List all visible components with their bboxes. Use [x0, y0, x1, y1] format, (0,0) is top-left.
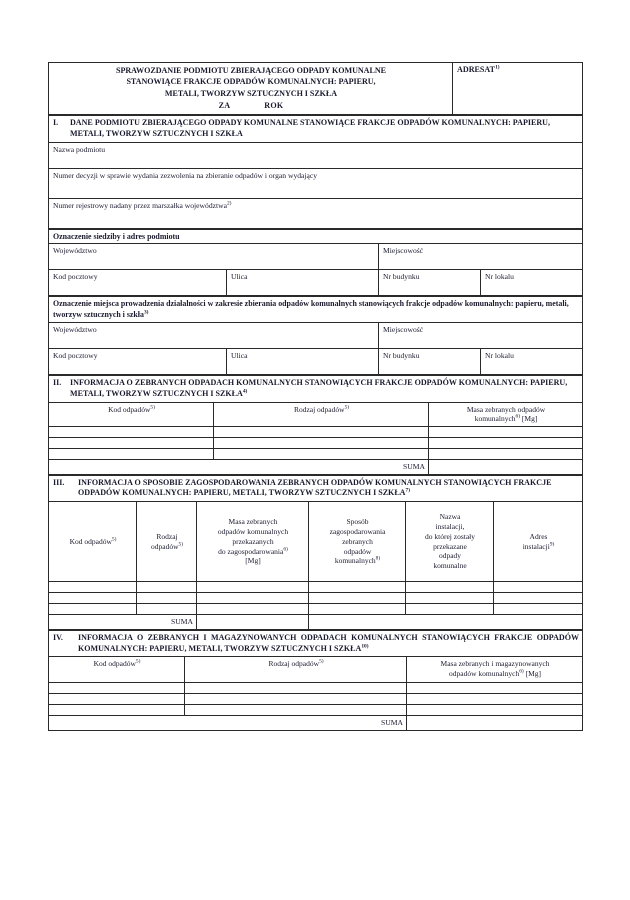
section-iii-col-type [137, 502, 197, 582]
section-iii-sum-row [49, 615, 583, 630]
activity-postcode-label: Kod pocztowy [53, 350, 98, 360]
section-ii-heading-text: INFORMACJA O ZEBRANYCH ODPADACH KOMUNALNYCH STANOWIĄCYCH FRAKCJE ODPADÓW KOMUNALNYCH: PAPIERU, METALI, TWORZYW SZTUCZNYCH I SZKŁA [70, 377, 568, 398]
section-iv-col-type-text: Rodzaj odpadów [268, 659, 320, 669]
title-row [49, 63, 583, 115]
section-iv-col-type-footnote: 5) [319, 658, 324, 665]
addressee-label: ADRESAT [457, 65, 496, 74]
section-iii-col-type-line2: odpadów [151, 541, 179, 551]
section-iii-col-method-line1: Sposób [346, 517, 369, 527]
section-i-table [48, 115, 583, 229]
activity-postcode-field[interactable] [49, 348, 227, 374]
section-ii-banner [49, 375, 583, 402]
section-ii-banner-row [49, 375, 583, 402]
section-iv-footnote-ref: 10) [361, 642, 369, 649]
section-iii-col-address-line1: Adres [529, 531, 548, 541]
za-label: ZA [218, 101, 231, 111]
table-row[interactable] [49, 427, 583, 438]
form-container [48, 62, 582, 731]
document-title [49, 63, 453, 115]
seat-apartment-label: Nr lokalu [485, 272, 514, 282]
seat-apartment-field[interactable] [481, 270, 583, 296]
activity-voivodeship-label: Województwo [53, 324, 97, 334]
section-ii-col-mass-unit: [Mg] [520, 414, 538, 424]
cell-installation[interactable] [406, 593, 494, 604]
cell-mass[interactable] [429, 438, 583, 449]
table-row[interactable] [49, 438, 583, 449]
section-i-banner-row [49, 115, 583, 142]
activity-street-label: Ulica [231, 350, 248, 360]
section-iii-col-install-line2: instalacji, [435, 522, 465, 532]
activity-apartment-label: Nr lokalu [485, 350, 514, 360]
section-iii-col-mass-line1: Masa zebranych [228, 517, 278, 527]
section-iii-col-mass-line4: do zagospodarowania [218, 546, 284, 556]
section-ii-heading [70, 378, 579, 400]
section-ii-col-type [214, 402, 429, 427]
cell-mass[interactable] [197, 582, 309, 593]
activity-voivodeship-field[interactable] [49, 322, 379, 348]
section-iii-col-install-line5: odpady [438, 551, 462, 561]
cell-method[interactable] [309, 593, 406, 604]
registry-number-label: Numer rejestrowy nadany przez marszałka województwa [53, 200, 227, 210]
cell-code[interactable] [49, 427, 214, 438]
section-ii-col-mass-footnote: 6) [515, 413, 521, 420]
section-iii-col-mass-line2: odpadów komunalnych [217, 527, 289, 537]
section-ii-numeral: II. [53, 377, 62, 387]
cell-code[interactable] [49, 593, 137, 604]
section-i-numeral: I. [53, 117, 59, 127]
cell-type[interactable] [214, 427, 429, 438]
cell-mass[interactable] [407, 705, 583, 716]
section-iii-col-type-footnote: 5) [178, 541, 183, 548]
cell-mass[interactable] [197, 593, 309, 604]
cell-mass[interactable] [429, 449, 583, 460]
addressee-footnote-ref: 1) [495, 64, 500, 71]
registry-footnote-ref: 2) [226, 199, 232, 206]
activity-heading-text: Oznaczenie miejsca prowadzenia działalności w zakresie zbierania odpadów komunalnych stanowiących frakcje odpadów komunalnych: papieru, metali, tworzyw sztucznych i szkła [53, 299, 569, 319]
section-iii-col-install-line4: przekazane [433, 541, 467, 551]
section-iv-sum-value[interactable] [407, 716, 583, 731]
title-line-2: STANOWIĄCE FRAKCJE ODPADÓW KOMUNALNYCH: PAPIERU, [126, 77, 376, 87]
cell-installation[interactable] [406, 604, 494, 615]
table-row[interactable] [49, 694, 583, 705]
cell-method[interactable] [309, 604, 406, 615]
section-ii-col-code-text: Kod odpadów [108, 404, 151, 414]
seat-postcode-field[interactable] [49, 270, 227, 296]
cell-type[interactable] [214, 449, 429, 460]
section-iv-banner-row [49, 630, 583, 657]
cell-type[interactable] [137, 593, 197, 604]
seat-address-heading: Oznaczenie siedziby i adres podmiotu [49, 229, 583, 244]
seat-address-table [48, 229, 583, 297]
cell-type[interactable] [214, 438, 429, 449]
activity-street-field[interactable] [227, 348, 379, 374]
entity-name-row [49, 142, 583, 168]
section-ii-col-mass [429, 402, 583, 427]
seat-heading-row [49, 229, 583, 244]
section-iii-heading-text: INFORMACJA O SPOSOBIE ZAGOSPODAROWANIA ZEBRANYCH ODPADÓW KOMUNALNYCH STANOWIĄCYCH FRAKCJE ODPADÓW KOMUNALNYCH: PAPIERU, METALI, TWORZYW SZTUCZNYCH I SZKŁA [78, 477, 552, 498]
section-iii-banner [49, 475, 583, 502]
section-iii-col-mass [197, 502, 309, 582]
section-ii-col-code-footnote: 5) [150, 404, 155, 411]
section-iii-footnote-ref: 7) [405, 487, 410, 494]
section-iv-sum-label: SUMA [49, 716, 407, 731]
section-iii-col-method-line4: odpadów [343, 546, 372, 556]
section-iv-col-mass-footnote: 6) [519, 668, 524, 675]
cell-type[interactable] [185, 705, 407, 716]
activity-address-table [48, 296, 583, 375]
section-iii-col-type-line1: Rodzaj [156, 531, 178, 541]
activity-locality-field[interactable] [379, 322, 583, 348]
entity-name-label: Nazwa podmiotu [53, 144, 106, 154]
activity-building-label: Nr budynku [383, 350, 420, 360]
section-i-heading: DANE PODMIOTU ZBIERAJĄCEGO ODPADY KOMUNALNE STANOWIĄCE FRAKCJE ODPADÓW KOMUNALNYCH: PAPIERU, METALI, TWORZYW SZTUCZNYCH I SZKŁA [70, 117, 550, 138]
section-iii-col-code-text: Kod odpadów [69, 536, 112, 546]
cell-code[interactable] [49, 694, 185, 705]
section-i-banner [49, 115, 583, 142]
cell-code[interactable] [49, 582, 137, 593]
cell-address[interactable] [494, 582, 583, 593]
title-line-1: SPRAWOZDANIE PODMIOTU ZBIERAJĄCEGO ODPADY KOMUNALNE [116, 66, 386, 75]
seat-locality-field[interactable] [379, 244, 583, 270]
seat-voivodeship-field[interactable] [49, 244, 379, 270]
section-iii-col-install-line6: komunalne [433, 561, 467, 571]
seat-street-label: Ulica [231, 272, 248, 282]
rok-label: ROK [264, 101, 284, 111]
title-year-line [53, 100, 449, 111]
section-iv-header-row [49, 657, 583, 683]
section-iv-col-code-text: Kod odpadów [93, 659, 136, 669]
section-iii-col-mass-line3: przekazanych [232, 536, 274, 546]
section-ii-col-mass-line2: komunalnych [474, 414, 516, 424]
cell-mass[interactable] [407, 694, 583, 705]
section-iii-table [48, 475, 583, 630]
seat-street-row [49, 270, 583, 296]
cell-code[interactable] [49, 683, 185, 694]
section-iv-sum-row [49, 716, 583, 731]
seat-building-field[interactable] [379, 270, 481, 296]
section-ii-sum-value[interactable] [429, 460, 583, 475]
activity-street-row [49, 348, 583, 374]
section-iii-col-code [49, 502, 137, 582]
seat-locality-label: Miejscowość [383, 246, 424, 256]
activity-heading-footnote-ref: 3) [143, 309, 149, 316]
section-ii-sum-row [49, 460, 583, 475]
section-iv-numeral: IV. [53, 632, 63, 642]
section-iii-col-method-line5: komunalnych [334, 556, 376, 566]
cell-code[interactable] [49, 438, 214, 449]
section-iii-col-install-line1: Nazwa [439, 512, 461, 522]
cell-installation[interactable] [406, 582, 494, 593]
activity-building-field[interactable] [379, 348, 481, 374]
section-iv-col-mass-line1: Masa zebranych i magazynowanych [440, 659, 550, 669]
section-ii-table [48, 375, 583, 475]
section-iv-col-type [185, 657, 407, 683]
section-iii-col-method [309, 502, 406, 582]
section-iv-col-mass [407, 657, 583, 683]
cell-mass[interactable] [407, 683, 583, 694]
section-iv-col-mass-unit: [Mg] [523, 669, 542, 679]
seat-postcode-label: Kod pocztowy [53, 272, 98, 282]
section-iii-heading [78, 478, 579, 500]
activity-apartment-field[interactable] [481, 348, 583, 374]
decision-number-row [49, 168, 583, 198]
cell-type[interactable] [137, 604, 197, 615]
table-row[interactable] [49, 582, 583, 593]
section-iv-col-code-footnote: 5) [135, 658, 141, 665]
section-ii-header-row [49, 402, 583, 427]
cell-address[interactable] [494, 604, 583, 615]
activity-address-heading [49, 297, 583, 323]
cell-code[interactable] [49, 604, 137, 615]
section-iii-sum-label: SUMA [49, 615, 197, 630]
section-iii-col-code-footnote: 5) [111, 536, 117, 543]
seat-voivodeship-label: Województwo [53, 246, 97, 256]
decision-number-field[interactable] [49, 168, 583, 198]
section-iv-col-code [49, 657, 185, 683]
section-iii-numeral: III. [53, 477, 65, 487]
section-iii-col-method-footnote: 8) [375, 555, 381, 562]
section-iv-banner [49, 630, 583, 657]
section-iii-col-mass-footnote: 6) [283, 546, 288, 553]
section-iii-col-method-line3: zebranych [342, 536, 373, 546]
cell-address[interactable] [494, 593, 583, 604]
cell-type[interactable] [137, 582, 197, 593]
registry-number-field[interactable] [49, 198, 583, 228]
section-iv-heading-text: INFORMACJA O ZEBRANYCH I MAGAZYNOWANYCH ODPADACH KOMUNALNYCH STANOWIĄCYCH FRAKCJE ODPADÓW KOMUNALNYCH: PAPIERU, METALI, TWORZYW SZTUCZNYCH I SZKŁA [78, 632, 580, 653]
section-iii-col-install-line3: do której zostały [425, 531, 475, 541]
entity-name-field[interactable] [49, 142, 583, 168]
table-row[interactable] [49, 683, 583, 694]
table-row[interactable] [49, 593, 583, 604]
section-iii-sum-filler [309, 615, 583, 630]
section-ii-footnote-ref: 4) [242, 388, 248, 395]
section-iii-header-row [49, 502, 583, 582]
section-ii-col-type-footnote: 5) [344, 404, 350, 411]
section-iii-col-address-line2: instalacji [522, 541, 550, 551]
section-iii-col-address [494, 502, 583, 582]
section-iv-col-mass-line2: odpadów komunalnych [449, 669, 520, 679]
table-row[interactable] [49, 449, 583, 460]
section-iii-col-mass-line5: [Mg] [245, 556, 261, 566]
cell-type[interactable] [185, 694, 407, 705]
seat-street-field[interactable] [227, 270, 379, 296]
section-iii-col-installation [406, 502, 494, 582]
title-line-3: METALI, TWORZYW SZTUCZNYCH I SZKŁA [164, 88, 338, 98]
section-iv-table [48, 630, 583, 731]
addressee-field[interactable] [453, 63, 583, 115]
section-ii-col-type-text: Rodzaj odpadów [293, 404, 345, 414]
cell-code[interactable] [49, 449, 214, 460]
cell-mass[interactable] [197, 604, 309, 615]
seat-voivodeship-row [49, 244, 583, 270]
section-iii-banner-row [49, 475, 583, 502]
section-ii-col-mass-line1: Masa zebranych odpadów [466, 404, 546, 414]
title-table [48, 62, 583, 115]
activity-heading-row [49, 297, 583, 323]
cell-method[interactable] [309, 582, 406, 593]
activity-locality-label: Miejscowość [383, 324, 424, 334]
section-iii-col-method-line2: zagospodarowania [329, 527, 386, 537]
section-iii-col-address-footnote: 9) [549, 541, 555, 548]
cell-type[interactable] [185, 683, 407, 694]
decision-number-label: Numer decyzji w sprawie wydania zezwolenia na zbieranie odpadów i organ wydający [53, 170, 318, 180]
section-iv-heading [78, 633, 579, 655]
cell-mass[interactable] [429, 427, 583, 438]
section-ii-col-code [49, 402, 214, 427]
seat-building-label: Nr budynku [383, 272, 420, 282]
section-iii-sum-value[interactable] [197, 615, 309, 630]
cell-code[interactable] [49, 705, 185, 716]
registry-number-row [49, 198, 583, 228]
table-row[interactable] [49, 604, 583, 615]
table-row[interactable] [49, 705, 583, 716]
section-ii-sum-label: SUMA [49, 460, 429, 475]
activity-voivodeship-row [49, 322, 583, 348]
